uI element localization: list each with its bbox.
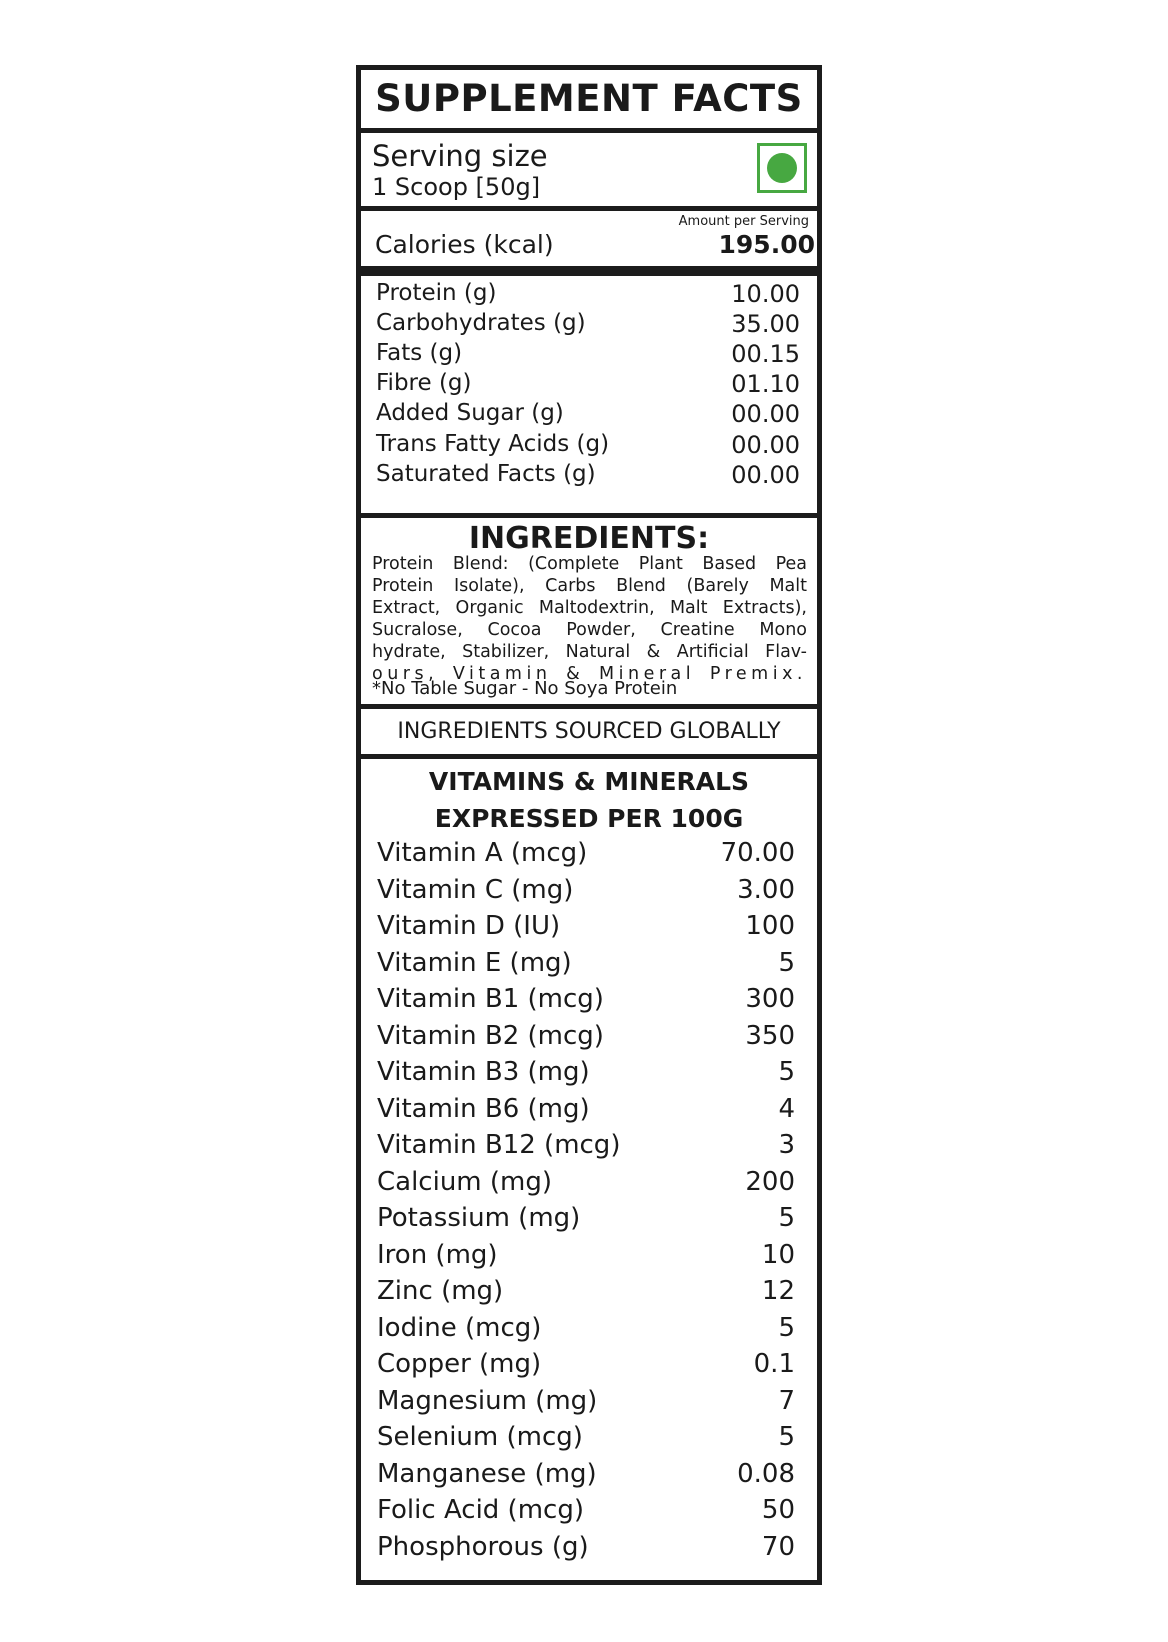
vitamin-value: 300 <box>745 984 795 1014</box>
ingredients-line: Sucralose, Cocoa Powder, Creatine Mono <box>372 620 807 640</box>
vitamin-name: Vitamin B2 (mcg) <box>377 1020 604 1051</box>
vitamin-name: Vitamin E (mg) <box>377 947 572 978</box>
nutrient-row <box>361 431 817 463</box>
nutrient-row <box>361 461 817 493</box>
nutrient-value: 00.15 <box>731 340 800 368</box>
vitamin-name: Vitamin B12 (mcg) <box>377 1130 621 1160</box>
nutrient-value: 10.00 <box>731 280 800 308</box>
vitamin-value: 100 <box>745 911 795 941</box>
vitamins-section <box>361 759 817 1580</box>
ingredients-heading: INGREDIENTS: <box>468 521 710 556</box>
vitamin-row <box>361 1276 817 1312</box>
serving-section <box>361 133 817 206</box>
vitamin-value: 350 <box>745 1020 795 1051</box>
nutrient-row <box>361 310 817 342</box>
vitamin-value: 70.00 <box>720 838 795 868</box>
nutrient-name: Protein (g) <box>376 280 497 306</box>
vitamin-value: 200 <box>745 1166 795 1197</box>
vitamin-row <box>361 1422 817 1458</box>
vitamin-row <box>361 911 817 947</box>
nutrient-name: Trans Fatty Acids (g) <box>376 431 610 457</box>
vitamin-name: Manganese (mg) <box>377 1458 597 1489</box>
sourced-globally: INGREDIENTS SOURCED GLOBALLY <box>397 719 781 744</box>
label-title: SUPPLEMENT FACTS <box>375 77 803 120</box>
supplement-facts-label <box>356 65 822 1585</box>
vitamin-value: 0.1 <box>753 1349 795 1379</box>
ingredients-line: ours, Vitamin & Mineral Premix. <box>372 664 807 684</box>
vitamin-row <box>361 1167 817 1203</box>
vitamin-value: 3 <box>778 1130 795 1160</box>
vitamin-name: Phosphorous (g) <box>377 1531 589 1562</box>
vitamin-row <box>361 838 817 874</box>
vitamin-name: Potassium (mg) <box>377 1203 581 1233</box>
vitamin-row <box>361 1386 817 1422</box>
vitamin-row <box>361 948 817 984</box>
nutrient-row <box>361 400 817 432</box>
vitamin-row <box>361 1094 817 1130</box>
vitamin-value: 12 <box>761 1276 795 1306</box>
vitamin-name: Vitamin D (IU) <box>377 911 561 941</box>
vitamin-row <box>361 1313 817 1349</box>
veg-dot <box>767 153 797 183</box>
vitamin-row <box>361 1240 817 1276</box>
vitamin-name: Iodine (mcg) <box>377 1312 542 1343</box>
vitamin-row <box>361 1203 817 1239</box>
vitamin-name: Vitamin C (mg) <box>377 874 574 905</box>
vitamin-name: Selenium (mcg) <box>377 1422 583 1452</box>
ingredients-note: *No Table Sugar - No Soya Protein <box>372 678 678 699</box>
nutrient-value: 00.00 <box>731 400 800 428</box>
vitamin-name: Calcium (mg) <box>377 1166 553 1197</box>
amount-per-serving-label: Amount per Serving <box>678 214 809 229</box>
vitamin-name: Magnesium (mg) <box>377 1385 598 1416</box>
ingredients-line: Extract, Organic Maltodextrin, Malt Extracts), <box>372 598 807 618</box>
vitamin-row <box>361 1130 817 1166</box>
calories-value: 195.00 <box>718 230 815 259</box>
calories-section <box>361 211 817 266</box>
ingredients-text <box>372 553 807 685</box>
vitamin-row <box>361 875 817 911</box>
vitamin-value: 5 <box>778 1422 795 1452</box>
nutrient-name: Fibre (g) <box>376 370 472 396</box>
vitamin-value: 0.08 <box>737 1458 795 1489</box>
nutrient-row <box>361 280 817 312</box>
vitamin-row <box>361 984 817 1020</box>
serving-size-value: 1 Scoop [50g] <box>372 173 541 201</box>
vitamin-value: 5 <box>778 947 795 978</box>
nutrient-name: Fats (g) <box>376 340 463 366</box>
nutrients-section <box>361 276 817 513</box>
vitamin-name: Vitamin B3 (mg) <box>377 1057 590 1087</box>
vitamin-name: Zinc (mg) <box>377 1276 504 1306</box>
vitamin-name: Folic Acid (mcg) <box>377 1495 584 1525</box>
nutrient-row <box>361 370 817 402</box>
vitamins-heading-line2: EXPRESSED PER 100G <box>434 804 744 833</box>
vitamin-value: 5 <box>778 1203 795 1233</box>
vitamin-name: Vitamin B1 (mcg) <box>377 984 604 1014</box>
nutrient-name: Saturated Facts (g) <box>376 461 596 487</box>
ingredients-section <box>361 518 817 704</box>
vitamin-row <box>361 1021 817 1057</box>
nutrient-name: Added Sugar (g) <box>376 400 564 426</box>
vitamin-value: 10 <box>761 1239 795 1270</box>
vitamin-row <box>361 1532 817 1568</box>
nutrient-value: 01.10 <box>731 370 800 398</box>
nutrient-value: 00.00 <box>731 431 800 459</box>
vitamin-name: Copper (mg) <box>377 1349 542 1379</box>
vitamin-row <box>361 1495 817 1531</box>
nutrient-value: 00.00 <box>731 461 800 489</box>
vitamin-value: 3.00 <box>737 874 795 905</box>
vitamin-name: Vitamin A (mcg) <box>377 838 588 868</box>
vitamin-row <box>361 1057 817 1093</box>
ingredients-line: Protein Blend: (Complete Plant Based Pea <box>372 554 807 574</box>
vitamin-row <box>361 1459 817 1495</box>
vitamin-name: Vitamin B6 (mg) <box>377 1093 590 1124</box>
vitamin-row <box>361 1349 817 1385</box>
nutrient-row <box>361 340 817 372</box>
veg-symbol-icon <box>757 143 807 193</box>
nutrient-value: 35.00 <box>731 310 800 338</box>
calories-label: Calories (kcal) <box>375 230 554 259</box>
vitamins-heading-line1: VITAMINS & MINERALS <box>428 767 750 796</box>
ingredients-line: Protein Isolate), Carbs Blend (Barely Malt <box>372 576 807 596</box>
vitamin-value: 5 <box>778 1312 795 1343</box>
vitamin-value: 5 <box>778 1057 795 1087</box>
serving-size-label: Serving size <box>372 139 548 173</box>
vitamin-value: 70 <box>761 1531 795 1562</box>
ingredients-line: hydrate, Stabilizer, Natural & Artificial Flav- <box>372 642 807 662</box>
nutrient-name: Carbohydrates (g) <box>376 310 586 336</box>
vitamin-value: 50 <box>761 1495 795 1525</box>
vitamin-name: Iron (mg) <box>377 1239 498 1270</box>
thick-divider <box>361 266 817 276</box>
vitamin-value: 4 <box>778 1093 795 1124</box>
vitamin-value: 7 <box>778 1385 795 1416</box>
